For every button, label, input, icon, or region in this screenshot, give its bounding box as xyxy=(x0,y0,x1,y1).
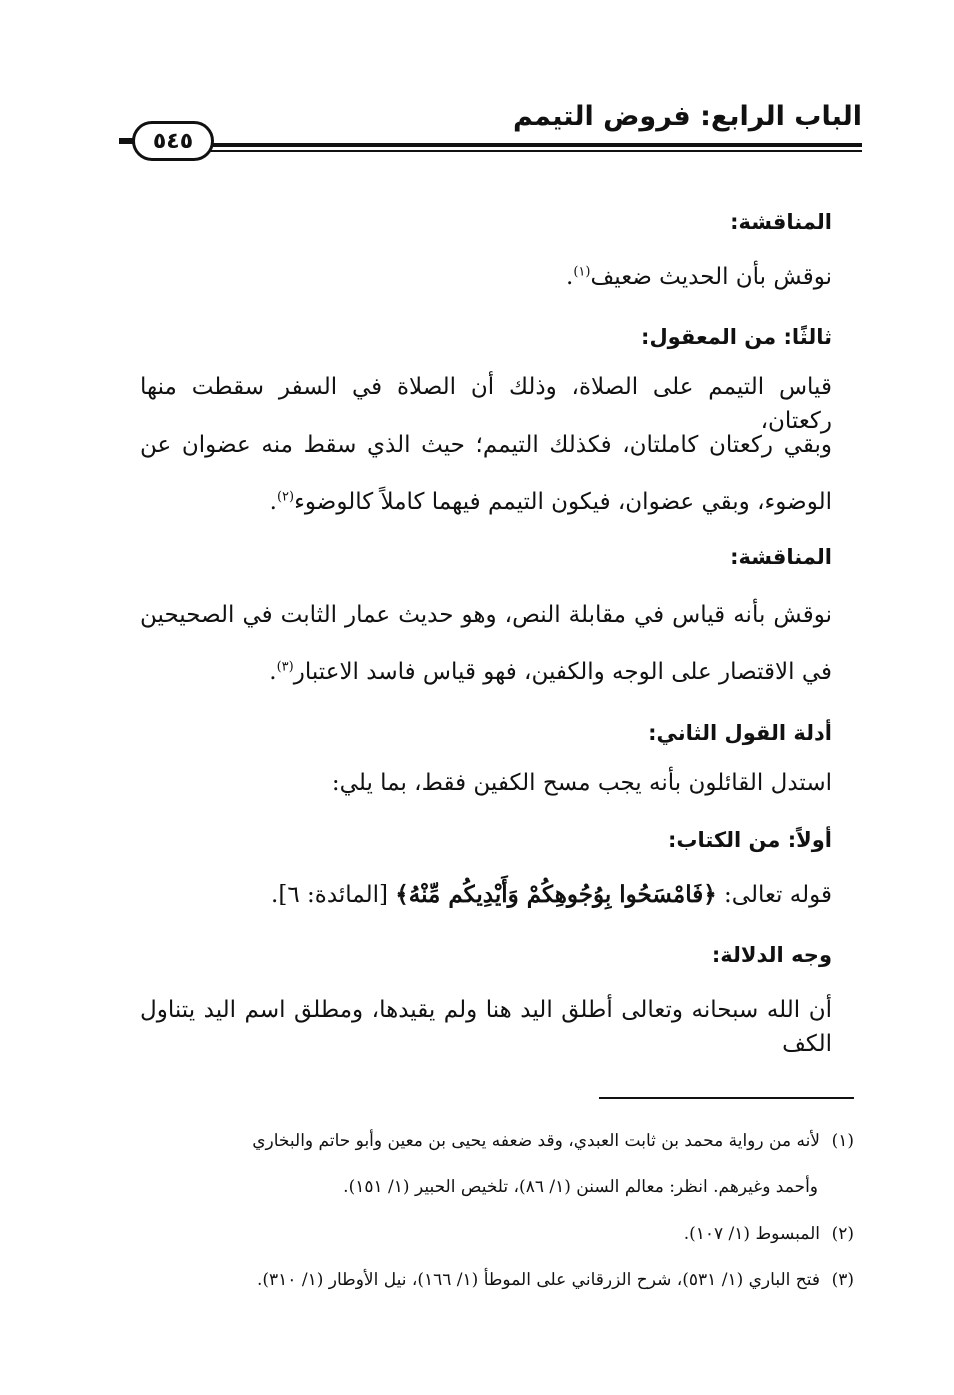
footnote-ref: (١) xyxy=(573,264,591,280)
discussion-paragraph xyxy=(566,260,832,294)
footnote-item xyxy=(140,1221,854,1247)
footnote-text: فتح الباري (١/ ٥٣١)، شرح الزرقاني على الموطأ (١/ ١٦٦)، نيل الأوطار (١/ ٣١٠). xyxy=(257,1270,820,1290)
verse-prefix: قوله تعالى: xyxy=(724,882,832,908)
footnote-ref: (٢) xyxy=(276,489,295,505)
discussion-heading: المناقشة: xyxy=(730,545,832,569)
page-header xyxy=(120,95,862,165)
evidence-heading: وجه الدلالة: xyxy=(711,943,832,967)
paragraph-line: وبقي ركعتان كاملتان، فكذلك التيمم؛ حيث الذي سقط منه عضوان عن xyxy=(140,432,832,458)
footnote-ref: (٣) xyxy=(276,659,294,675)
footnote-number: (١) xyxy=(831,1131,854,1151)
chapter-title: الباب الرابع: فروض التيمم xyxy=(513,101,862,132)
paragraph-line: نوقش بأنه قياس في مقابلة النص، وهو حديث عمار الثابت في الصحيحين xyxy=(140,602,832,628)
discussion-heading: المناقشة: xyxy=(730,210,832,234)
footnote-separator xyxy=(599,1097,854,1099)
paragraph-line: استدل القائلون بأنه يجب مسح الكفين فقط، بما يلي: xyxy=(331,770,832,796)
footnote-text: لأنه من رواية محمد بن ثابت العبدي، وقد ضعفه يحيى بن معين وأبو حاتم والبخاري xyxy=(252,1131,820,1151)
section-heading-second-opinion: أدلة القول الثاني: xyxy=(648,721,832,745)
verse-source: [المائدة: ٦]. xyxy=(271,882,388,908)
period: . xyxy=(566,264,574,290)
footnote-number: (٣) xyxy=(831,1270,854,1290)
paragraph-line: أن الله سبحانه وتعالى أطلق اليد هنا ولم يقيدها، ومطلق اسم اليد يتناول الكف xyxy=(140,997,832,1057)
footnote-item xyxy=(140,1267,854,1293)
header-rule-thin xyxy=(210,150,862,152)
footnote-number: (٢) xyxy=(831,1224,854,1244)
paragraph-text: في الاقتصار على الوجه والكفين، فهو قياس فاسد الاعتبار xyxy=(293,659,832,685)
paragraph-text: الوضوء، وبقي عضوان، فيكون التيمم فيهما كاملاً كالوضوء xyxy=(294,489,832,515)
page-number-badge xyxy=(132,121,214,161)
quran-verse: ﴿فَامْسَحُوا بِوُجُوهِكُمْ وَأَيْدِيكُم مِّنْهُ﴾ xyxy=(395,881,717,908)
page-number: ٥٤٥ xyxy=(152,128,194,154)
paragraph-line: قياس التيمم على الصلاة، وذلك أن الصلاة في السفر سقطت منها ركعتان، xyxy=(140,374,832,434)
verse-line xyxy=(271,878,832,912)
section-heading-book: أولاً: من الكتاب: xyxy=(667,828,832,852)
period: . xyxy=(269,659,277,685)
period: . xyxy=(269,489,277,515)
paragraph-line xyxy=(270,485,832,519)
paragraph-line xyxy=(269,655,832,689)
header-rule xyxy=(210,143,862,147)
footnote-continuation: وأحمد وغيرهم. انظر: معالم السنن (١/ ٨٦)، تلخيص الحبير (١/ ١٥١). xyxy=(343,1177,818,1197)
footnote-text: المبسوط (١/ ١٠٧). xyxy=(683,1224,820,1244)
discussion-text: نوقش بأن الحديث ضعيف xyxy=(590,264,832,290)
section-heading-rational: ثالثًا: من المعقول: xyxy=(641,325,832,349)
footnote-item xyxy=(140,1128,854,1154)
